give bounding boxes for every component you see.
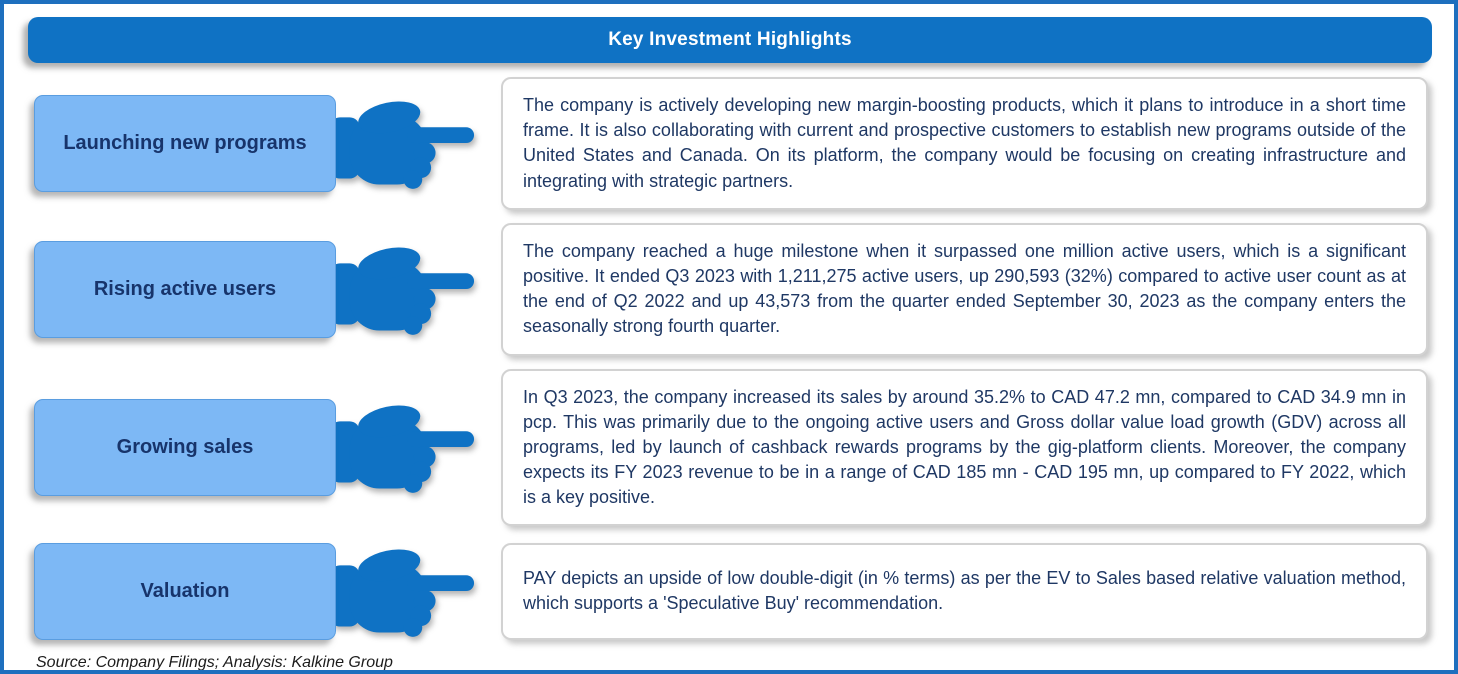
highlight-label: Rising active users (93, 277, 277, 300)
highlight-text: The company reached a huge milestone when it surpassed one million active users, which is a significant positive. It ended Q3 2023 with 1,211,275 active users, up 290,593 (32%) compared to active user count as at the end of Q2 2022 and up 43,573 from the quarter ended September 30, 2023 as the company enters the seasonally strong fourth quarter. (523, 240, 1406, 337)
highlight-text: In Q3 2023, the company increased its sales by around 35.2% to CAD 47.2 mn, compared to CAD 34.9 mn in pcp. This was primarily due to the ongoing active users and Gross dollar value load growth (GDV) across all programs, led by launch of cashback rewards programs by the gig-platform clients. Moreover, the company expects its FY 2023 revenue to be in a range of CAD 185 mn - CAD 195 mn, up compared to FY 2022, which is a key positive. (523, 386, 1406, 508)
highlight-row-rising-active-users (34, 223, 1428, 356)
source-note: Source: Company Filings; Analysis: Kalkine Group (36, 654, 393, 672)
title-banner (28, 17, 1432, 63)
highlight-row-growing-sales (34, 369, 1428, 527)
highlight-label-box (34, 241, 336, 338)
highlight-text-box (501, 543, 1428, 640)
highlight-label: Growing sales (116, 435, 254, 458)
highlight-row-launching-new-programs (34, 77, 1428, 210)
highlight-rows (34, 77, 1428, 643)
pointer-cell (336, 539, 501, 643)
highlight-row-valuation (34, 539, 1428, 643)
page-title: Key Investment Highlights (608, 29, 852, 50)
pointer-cell (336, 237, 501, 341)
pointing-hand-right-icon (328, 395, 478, 499)
highlight-text: PAY depicts an upside of low double-digit (in % terms) as per the EV to Sales based relative valuation method, which supports a 'Speculative Buy' recommendation. (523, 568, 1406, 614)
highlight-text-box (501, 77, 1428, 210)
highlight-label-box (34, 543, 336, 640)
pointer-cell (336, 91, 501, 195)
pointing-hand-right-icon (328, 237, 478, 341)
pointing-hand-right-icon (328, 91, 478, 195)
pointing-hand-right-icon (328, 539, 478, 643)
highlight-label-box (34, 95, 336, 192)
highlight-label: Launching new programs (63, 131, 307, 154)
pointer-cell (336, 395, 501, 499)
highlight-text-box (501, 369, 1428, 527)
highlight-text-box (501, 223, 1428, 356)
highlight-label-box (34, 399, 336, 496)
highlight-text: The company is actively developing new margin-boosting products, which it plans to introduce in a short time frame. It is also collaborating with current and prospective customers to establish new programs outside of the United States and Canada. On its platform, the company would be focusing on creating infrastructure and integrating with strategic partners. (523, 95, 1406, 191)
highlight-label: Valuation (140, 579, 230, 602)
